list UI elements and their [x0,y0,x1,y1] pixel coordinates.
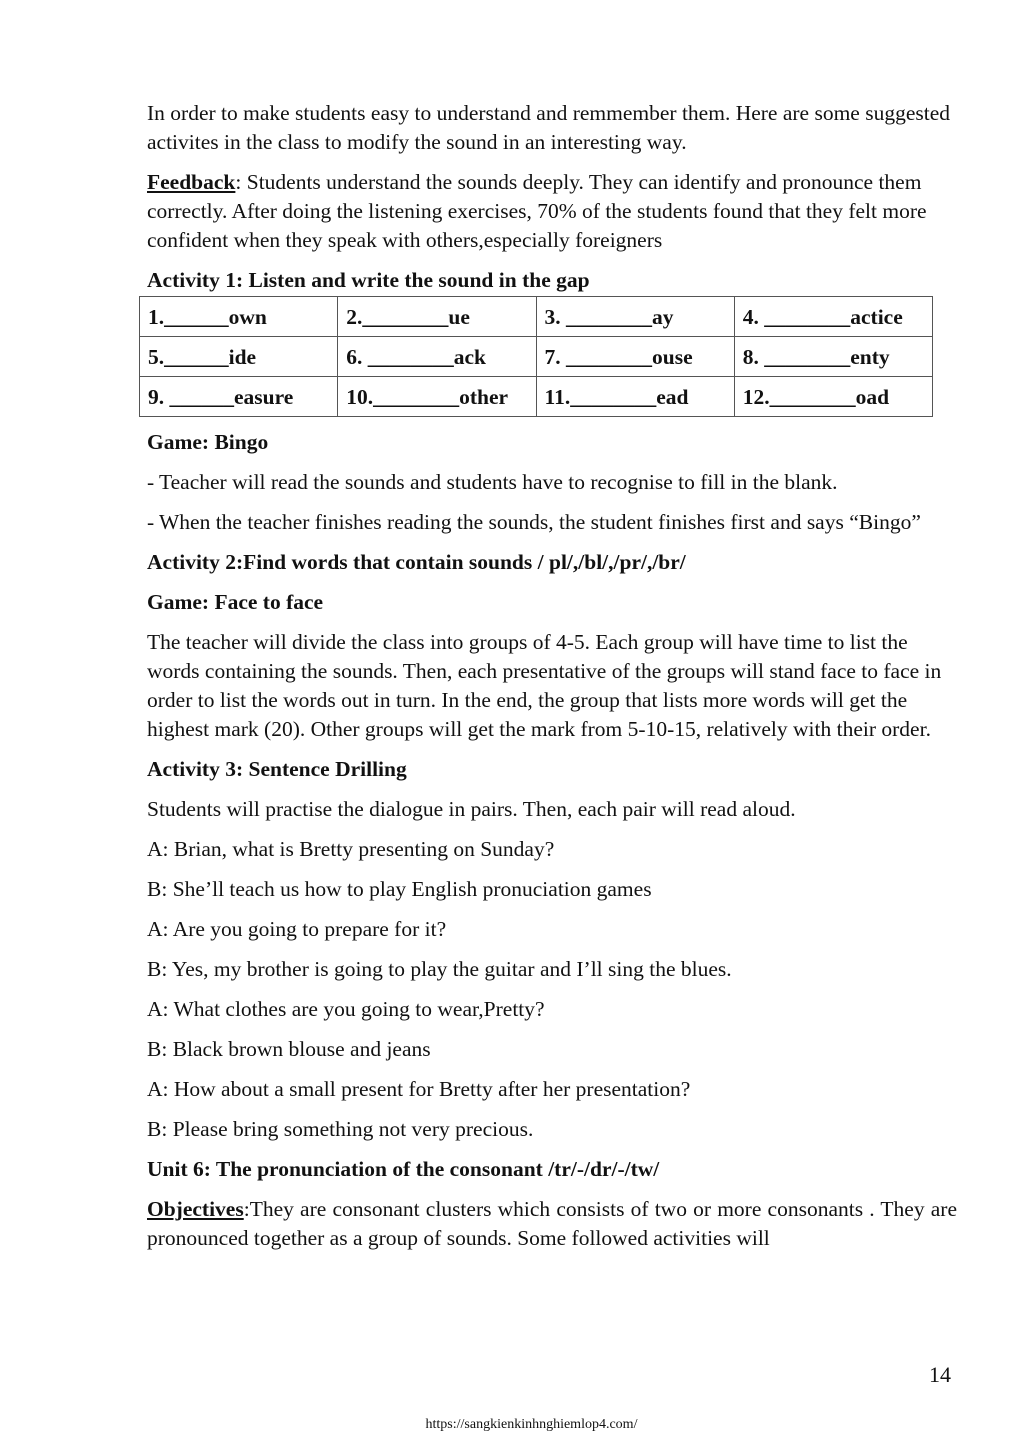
table-cell: 1.______own [140,297,338,337]
activity2-title: Activity 2:Find words that contain sounds / pl/,/bl/,/pr/,/br/ [147,550,686,574]
table-cell: 2.________ue [338,297,536,337]
table-cell: 10.________other [338,377,536,417]
feedback-text: : Students understand the sounds deeply. They can identify and pronounce them correctly. After doing the listening exercises, 70% of the students found that they felt more confident when they speak with others,especially foreigners [147,170,927,252]
bullet-text: Teacher will read the sounds and students have to recognise to fill in the blank. [159,470,838,494]
activity3-title: Activity 3: Sentence Drilling [147,757,407,781]
bullet-dash: - [147,510,155,534]
activity1-title: Activity 1: Listen and write the sound in the gap [147,268,590,292]
table-cell: 12.________oad [734,377,932,417]
game2-paragraph: The teacher will divide the class into groups of 4-5. Each group will have time to list the words containing the sounds. Then, each presentative of the groups will stand face to face in order to list the words out in turn. In the end, the group that lists more words will get the highest mark (20). Other groups will get the mark from 5-10-15, relatively with their order. [147,630,942,741]
dialogue-line: B: Please bring something not very precious. [147,1117,534,1141]
dialogue-line: A: Brian, what is Bretty presenting on Sunday? [147,837,555,861]
table-cell: 3. ________ay [536,297,734,337]
dialogue-line: B: Yes, my brother is going to play the guitar and I’ll sing the blues. [147,957,732,981]
feedback-paragraph [147,168,957,255]
table-cell: 8. ________enty [734,337,932,377]
footer-url[interactable]: https://sangkienkinhnghiemlop4.com/ [425,1417,638,1432]
objectives-label: Objectives [147,1197,244,1221]
dialogue-line: A: How about a small present for Bretty after her presentation? [147,1077,691,1101]
list-item [147,468,957,497]
dialogue-line: A: Are you going to prepare for it? [147,917,447,941]
activity3-intro: Students will practise the dialogue in pairs. Then, each pair will read aloud. [147,797,796,821]
objectives-paragraph [147,1195,957,1253]
list-item [147,508,957,537]
feedback-label: Feedback [147,170,236,194]
table-cell: 7. ________ouse [536,337,734,377]
table-cell: 9. ______easure [140,377,338,417]
table-cell: 5.______ide [140,337,338,377]
document-page [147,99,957,1264]
page-number: 14 [929,1362,951,1387]
table-cell: 4. ________actice [734,297,932,337]
objectives-text: :They are consonant clusters which consists of two or more consonants . They are pronounced together as a group of sounds. Some followed activities will [147,1197,957,1250]
table-cell: 11.________ead [536,377,734,417]
dialogue-line: B: Black brown blouse and jeans [147,1037,431,1061]
dialogue-line: B: She’ll teach us how to play English pronuciation games [147,877,652,901]
intro-paragraph: In order to make students easy to understand and remmember them. Here are some suggested activites in the class to modify the sound in an interesting way. [147,101,951,154]
dialogue-line: A: What clothes are you going to wear,Pretty? [147,997,545,1021]
table-row [140,297,933,337]
gap-table [139,296,933,417]
game2-title: Game: Face to face [147,590,324,614]
table-row [140,377,933,417]
game1-title: Game: Bingo [147,430,269,454]
bullet-text: When the teacher finishes reading the sounds, the student finishes first and says “Bingo” [159,510,921,534]
unit6-title: Unit 6: The pronunciation of the consonant /tr/-/dr/-/tw/ [147,1157,660,1181]
bullet-dash: - [147,470,155,494]
table-row [140,337,933,377]
table-cell: 6. ________ack [338,337,536,377]
